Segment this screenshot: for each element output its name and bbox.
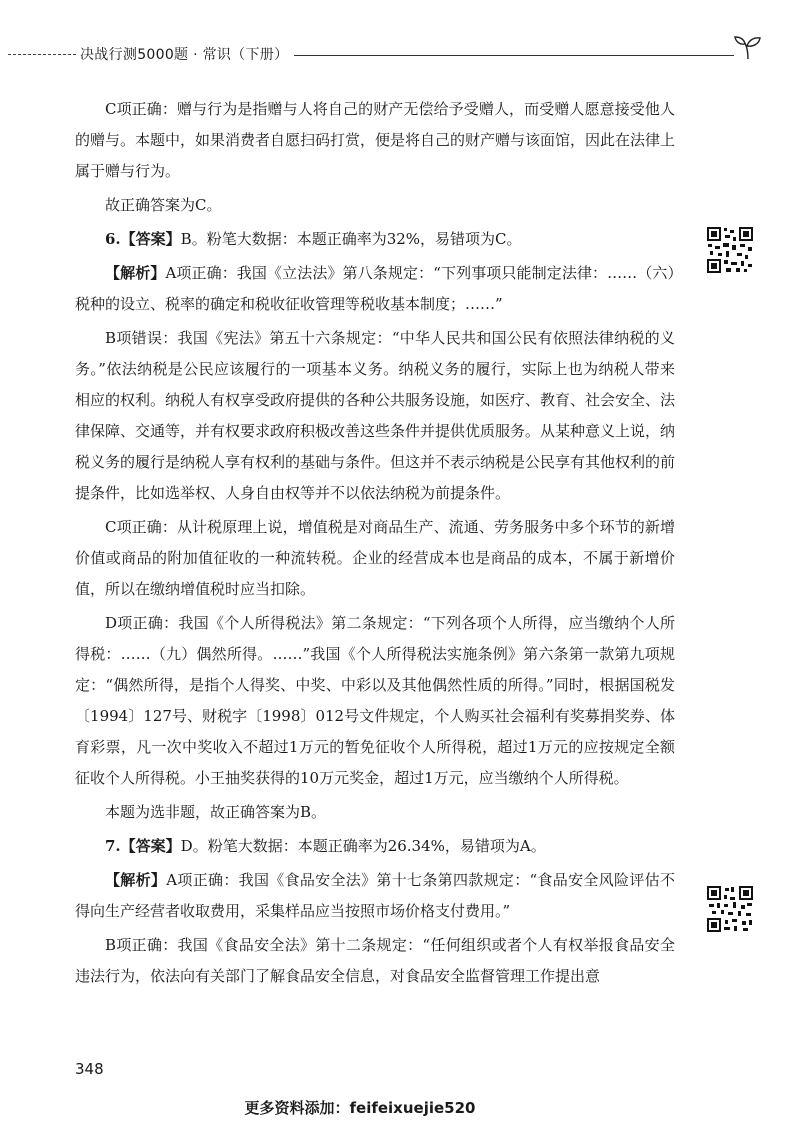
qr-code-icon [706,226,754,274]
paragraph-text: D项正确：我国《个人所得税法》第二条规定：“下列各项个人所得，应当缴纳个人所得税：……（九）偶然所得。……”我国《个人所得税法实施条例》第六条第一款第九项规定：“偶然所得，是指个人得奖、中奖、中彩以及其他偶然性质的所得。”同时，根据国税发〔1994〕127号、财税字〔1998〕012号文件规定，个人购买社会福利有奖募捐奖券、体育彩票，凡一次中奖收入不超过1万元的暂免征收个人所得税，超过1万元的应按规定全额征收个人所得税。小王抽奖获得的10万元奖金，超过1万元，应当缴纳个人所得税。 [75,614,675,787]
question-6-conclusion [75,797,675,828]
question-6-analysis-d [75,608,675,794]
question-7-answer [75,831,675,862]
paragraph-c-gift [75,94,675,187]
paragraph-answer-5 [75,190,675,221]
book-title: 决战行测5000题 · 常识（下册） [80,47,289,63]
question-6-analysis-b [75,323,675,509]
paragraph-text: A项正确：我国《食品安全法》第十七条第四款规定：“食品安全风险评估不得向生产经营者收取费用，采集样品应当按照市场价格支付费用。” [75,871,675,920]
paragraph-text: B。粉笔大数据：本题正确率为32%，易错项为C。 [180,230,522,248]
paragraph-text: B项正确：我国《食品安全法》第十二条规定：“任何组织或者个人有权举报食品安全违法行为，依法向有关部门了解食品安全信息，对食品安全监督管理工作提出意 [75,936,675,985]
paragraph-text: 本题为选非题，故正确答案为B。 [105,803,327,821]
answer-marker: 7.【答案】 [105,837,181,855]
header-rule [294,55,734,56]
footer-note: 更多资料添加：feifeixuejie520 [244,1099,476,1117]
sprout-icon [732,34,764,60]
answer-marker: 6.【答案】 [105,230,181,248]
paragraph-text: C项正确：从计税原理上说，增值税是对商品生产、流通、劳务服务中多个环节的新增价值或商品的附加值征收的一种流转税。企业的经营成本也是商品的成本，不属于新增价值，所以在缴纳增值税时应当扣除。 [75,518,675,598]
page-number: 348 [75,1060,104,1078]
paragraph-text: B项错误：我国《宪法》第五十六条规定：“中华人民共和国公民有依照法律纳税的义务。”依法纳税是公民应该履行的一项基本义务。纳税义务的履行，实际上也为纳税人带来相应的权利。纳税人有权享受政府提供的各种公共服务设施，如医疗、教育、社会安全、法律保障、交通等，并有权要求政府积极改善这些条件并提供优质服务。从某种意义上说，纳税义务的履行是纳税人享有权利的基础与条件。但这并不表示纳税是公民享有其他权利的前提条件，比如选举权、人身自由权等并不以依法纳税为前提条件。 [75,329,676,502]
answer-explanations [75,94,675,992]
question-6-analysis-c [75,512,675,605]
paragraph-text: D。粉笔大数据：本题正确率为26.34%，易错项为A。 [180,837,546,855]
paragraph-text: C项正确：赠与行为是指赠与人将自己的财产无偿给予受赠人，而受赠人愿意接受他人的赠与。本题中，如果消费者自愿扫码打赏，便是将自己的财产赠与该面馆，因此在法律上属于赠与行为。 [75,100,676,180]
qr-code-icon [706,885,754,933]
question-6-analysis-a [75,258,675,320]
analysis-marker: 【解析】 [105,871,167,889]
question-6-answer [75,224,675,255]
running-header [0,34,800,64]
paragraph-text: 故正确答案为C。 [105,196,222,214]
header-dash-line [8,54,76,55]
paragraph-text: A项正确：我国《立法法》第八条规定：“下列事项只能制定法律：……（六）税种的设立、税率的确定和税收征收管理等税收基本制度；……” [75,264,675,313]
question-7-analysis-b [75,930,675,992]
question-7-analysis-a [75,865,675,927]
analysis-marker: 【解析】 [105,264,166,282]
